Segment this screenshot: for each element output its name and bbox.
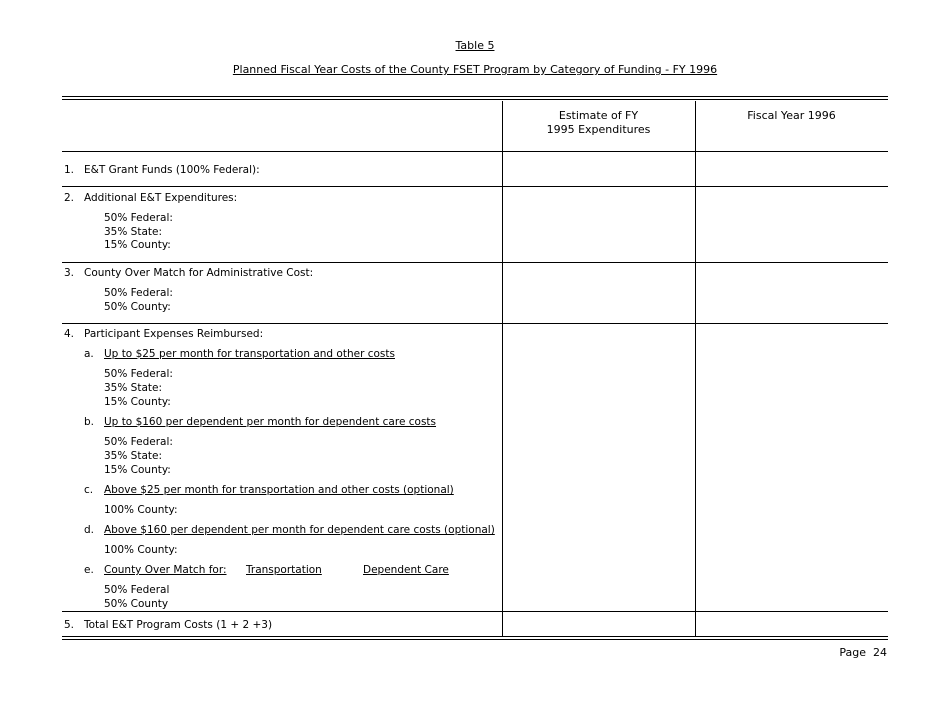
funding-line: 50% County: xyxy=(104,301,171,313)
subitem-label: Above $25 per month for transportation and other costs (optional) xyxy=(104,484,454,496)
funding-line: 35% State: xyxy=(104,450,163,462)
subitem-label: County Over Match for: xyxy=(104,564,227,576)
header-line: 1995 Expenditures xyxy=(546,123,651,136)
subitem-letter: c. xyxy=(84,484,94,496)
funding-line: 100% County: xyxy=(104,504,178,516)
funding-line: 15% County: xyxy=(104,464,171,476)
subitem-letter: a. xyxy=(84,348,94,360)
funding-line: 50% Federal xyxy=(104,584,170,596)
subitem-option-transportation: Transportation xyxy=(246,564,322,576)
funding-line: 100% County: xyxy=(104,544,178,556)
subitem-label: Up to $25 per month for transportation and other costs xyxy=(104,348,395,360)
row-label: Total E&T Program Costs (1 + 2 +3) xyxy=(84,619,273,631)
subitem-letter: b. xyxy=(84,416,95,428)
funding-line: 15% County: xyxy=(104,396,171,408)
row-separator xyxy=(62,611,888,612)
row-number: 4. xyxy=(64,328,75,340)
page-number: Page 24 xyxy=(839,646,887,659)
row-separator xyxy=(62,323,888,324)
row-label: County Over Match for Administrative Cost: xyxy=(84,267,314,279)
header-line: Estimate of FY xyxy=(558,109,639,122)
row-number: 1. xyxy=(64,164,75,176)
row-label: Additional E&T Expenditures: xyxy=(84,192,238,204)
table-title: Planned Fiscal Year Costs of the County FSET Program by Category of Funding - FY 1996 xyxy=(232,63,718,76)
funding-line: 35% State: xyxy=(104,226,163,238)
row-separator xyxy=(62,151,888,152)
row-separator xyxy=(62,262,888,263)
funding-line: 50% Federal: xyxy=(104,212,173,224)
funding-line: 15% County: xyxy=(104,239,171,251)
funding-line: 35% State: xyxy=(104,382,163,394)
funding-line: 50% Federal: xyxy=(104,287,173,299)
top-rule xyxy=(62,96,888,97)
funding-line: 50% Federal: xyxy=(104,368,173,380)
funding-line: 50% Federal: xyxy=(104,436,173,448)
subitem-label: Above $160 per dependent per month for dependent care costs (optional) xyxy=(104,524,495,536)
row-label: E&T Grant Funds (100% Federal): xyxy=(84,164,260,176)
column-header-estimate xyxy=(502,109,695,137)
subitem-option-dependent-care: Dependent Care xyxy=(363,564,449,576)
column-divider xyxy=(695,101,696,637)
row-number: 3. xyxy=(64,267,75,279)
row-number: 2. xyxy=(64,192,75,204)
row-separator xyxy=(62,186,888,187)
table-label: Table 5 xyxy=(455,39,495,52)
subitem-label: Up to $160 per dependent per month for dependent care costs xyxy=(104,416,437,428)
subitem-letter: e. xyxy=(84,564,94,576)
column-divider xyxy=(502,101,503,637)
subitem-letter: d. xyxy=(84,524,95,536)
row-label: Participant Expenses Reimbursed: xyxy=(84,328,264,340)
row-number: 5. xyxy=(64,619,75,631)
bottom-rule xyxy=(62,639,888,640)
bottom-rule xyxy=(62,636,888,637)
top-rule xyxy=(62,99,888,100)
funding-line: 50% County xyxy=(104,598,169,610)
column-header-fy1996: Fiscal Year 1996 xyxy=(747,109,836,122)
